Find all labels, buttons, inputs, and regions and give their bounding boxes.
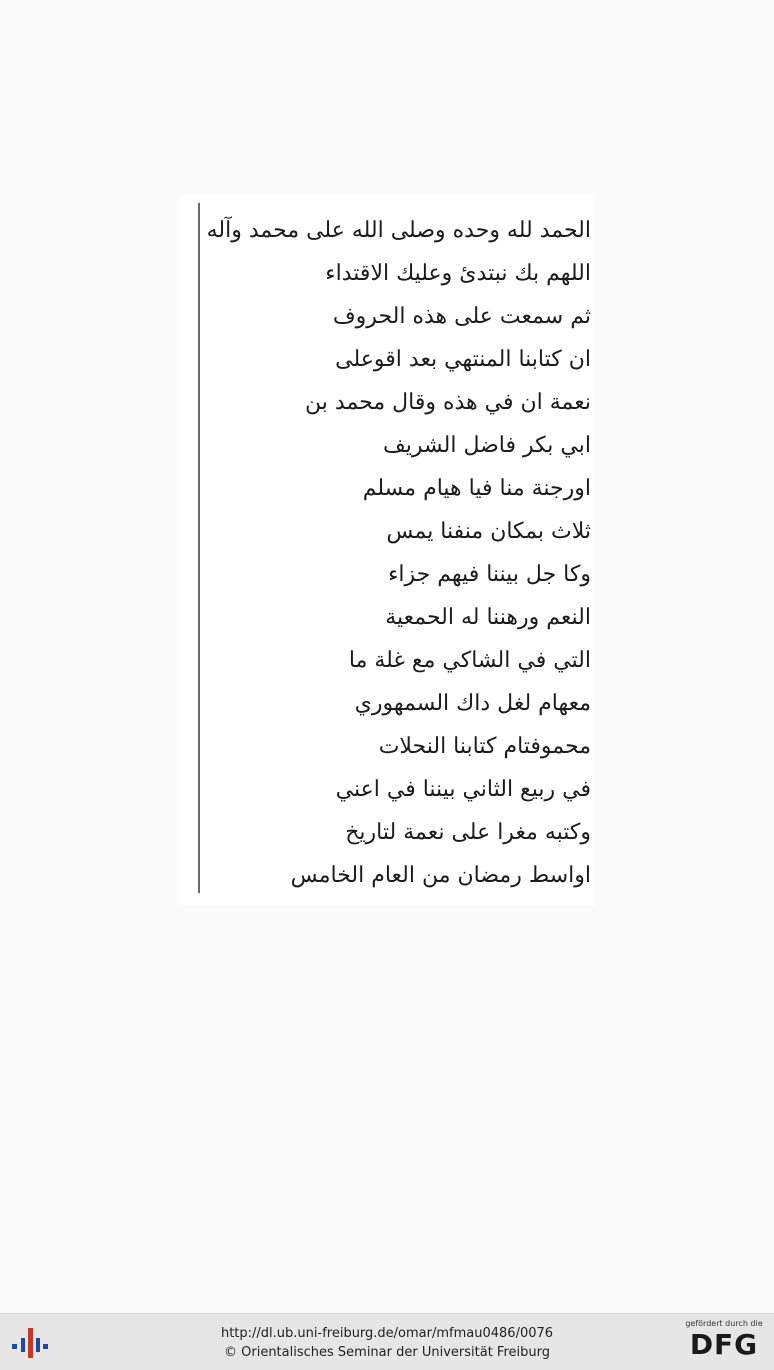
dfg-funder-badge: [682, 1318, 766, 1366]
dfg-logo: DFG: [689, 1328, 759, 1361]
manuscript-line: التي في الشاكي مع غلة ما: [348, 648, 591, 673]
footer-citation: [0, 1324, 774, 1362]
manuscript-text: [186, 209, 591, 897]
manuscript-line: وكتبه مغرا على نعمة لتاريخ: [345, 820, 591, 845]
manuscript-line: محموفتام كتابنا النحلات: [378, 734, 591, 759]
funder-caption: gefördert durch die: [685, 1319, 763, 1328]
manuscript-line: ان كتابنا المنتهي بعد اقوعلى: [335, 347, 591, 372]
manuscript-line: نعمة ان في هذه وقال محمد بن: [305, 390, 591, 415]
manuscript-page: [180, 195, 595, 905]
manuscript-line: ثلاث بمكان منفنا يمس: [386, 519, 591, 544]
footer-bar: [0, 1313, 774, 1370]
manuscript-line: الحمد لله وحده وصلى الله على محمد وآله: [206, 218, 591, 243]
manuscript-line: في ربيع الثاني بيننا في اعني: [335, 777, 591, 802]
manuscript-line: اورجنة منا فيا هيام مسلم: [362, 476, 591, 501]
manuscript-line: اللهم بك نبتدئ وعليك الاقتداء: [325, 261, 591, 286]
manuscript-line: وكا جل بيننا فيهم جزاء: [388, 562, 591, 587]
permalink-link[interactable]: http://dl.ub.uni-freiburg.de/omar/mfmau0486/0076: [220, 1326, 554, 1341]
manuscript-line: النعم ورهننا له الحمعية: [385, 605, 591, 630]
manuscript-line: معهام لغل داك السمهوري: [354, 691, 591, 716]
manuscript-line: اواسط رمضان من العام الخامس: [290, 863, 591, 888]
copyright-text: © Orientalisches Seminar der Universität Freiburg: [224, 1345, 550, 1360]
manuscript-line: ابي بكر فاضل الشريف: [382, 433, 591, 458]
manuscript-line: ثم سمعت على هذه الحروف: [332, 304, 591, 329]
